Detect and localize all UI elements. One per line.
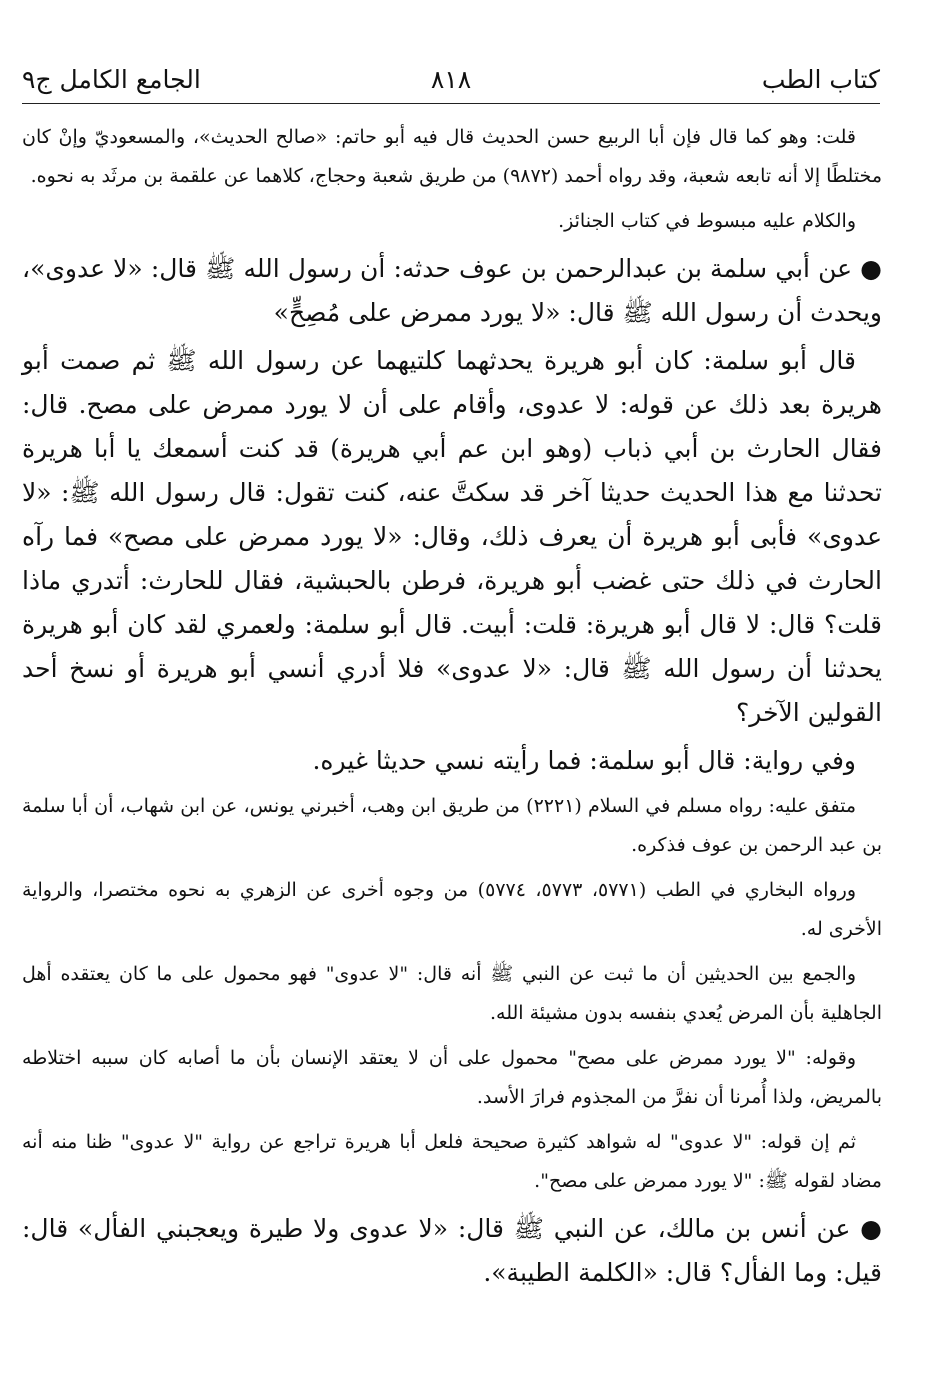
page-header [22, 62, 880, 98]
commentary-paragraph: وقوله: "لا يورد ممرض على مصح" محمول على أن لا يعتقد الإنسان بأن ما أصابه كان سببه اختلاطه بالمريض، ولذا أُمرنا أن نفرَّ من المجذوم فرارَ الأسد. [22, 1047, 882, 1108]
book-title: كتاب الطب [761, 65, 880, 94]
volume-title: الجامع الكامل ج٩ [22, 65, 201, 94]
hadith-paragraph: ● عن أنس بن مالك، عن النبي ﷺ قال: «لا عدوى ولا طيرة ويعجبني الفأل» قال: قيل: وما الفأل؟ قال: «الكلمة الطيبة». [22, 1214, 882, 1287]
header-rule [22, 103, 880, 104]
page-body [22, 118, 882, 1299]
hadith-paragraph: ● عن أبي سلمة بن عبدالرحمن بن عوف حدثه: أن رسول الله ﷺ قال: «لا عدوى»، ويحدث أن رسول الله ﷺ قال: «لا يورد ممرض على مُصِحٍّ» [22, 254, 882, 327]
page-number: ٨١٨ [430, 65, 472, 94]
hadith-paragraph: قال أبو سلمة: كان أبو هريرة يحدثهما كلتيهما عن رسول الله ﷺ ثم صمت أبو هريرة بعد ذلك عن قوله: لا عدوى، وأقام على أن لا يورد ممرض على مصح. قال: فقال الحارث بن أبي ذباب (وهو ابن عم أبي هريرة) قد كنت أسمعك يا أبا هريرة تحدثنا مع هذا الحديث حديثا آخر قد سكتَّ عنه، كنت تقول: قال رسول الله ﷺ: «لا عدوى» فأبى أبو هريرة أن يعرف ذلك، وقال: «لا يورد ممرض على مصح» فما رآه الحارث في ذلك حتى غضب أبو هريرة، فرطن بالحبشية، فقال للحارث: أتدري ماذا قلت؟ قال: لا قال أبو هريرة: قلت: أبيت. قال أبو سلمة: ولعمري لقد كان أبو هريرة يحدثنا أن رسول الله ﷺ قال: «لا عدوى» فلا أدري أنسي أبو هريرة أو نسخ أحد القولين الآخر؟ [22, 346, 882, 727]
commentary-paragraph: ثم إن قوله: "لا عدوى" له شواهد كثيرة صحيحة فلعل أبا هريرة تراجع عن رواية "لا عدوى" ظنا منه أنه مضاد لقوله ﷺ: "لا يورد ممرض على مصح". [22, 1131, 882, 1192]
commentary-paragraph: قلت: وهو كما قال فإن أبا الربيع حسن الحديث قال فيه أبو حاتم: «صالح الحديث»، والمسعوديّ وإنْ كان مختلطًا إلا أنه تابعه شعبة، وقد رواه أحمد (٩٨٧٢) من طريق شعبة وحجاج، كلاهما عن علقمة بن مرثَد به نحوه. [22, 126, 882, 187]
commentary-paragraph: والجمع بين الحديثين أن ما ثبت عن النبي ﷺ أنه قال: "لا عدوى" فهو محمول على ما كان يعتقده أهل الجاهلية بأن المرض يُعدي بنفسه بدون مشيئة الله. [22, 963, 882, 1024]
commentary-paragraph: والكلام عليه مبسوط في كتاب الجنائز. [558, 210, 856, 232]
commentary-paragraph: متفق عليه: رواه مسلم في السلام (٢٢٢١) من طريق ابن وهب، أخبرني يونس، عن ابن شهاب، أن أبا سلمة بن عبد الرحمن بن عوف فذكره. [22, 795, 882, 856]
hadith-paragraph: وفي رواية: قال أبو سلمة: فما رأيته نسي حديثا غيره. [312, 746, 856, 775]
commentary-paragraph: ورواه البخاري في الطب (٥٧٧١، ٥٧٧٣، ٥٧٧٤) من وجوه أخرى عن الزهري به نحوه مختصرا، والرواية الأخرى له. [22, 879, 882, 940]
